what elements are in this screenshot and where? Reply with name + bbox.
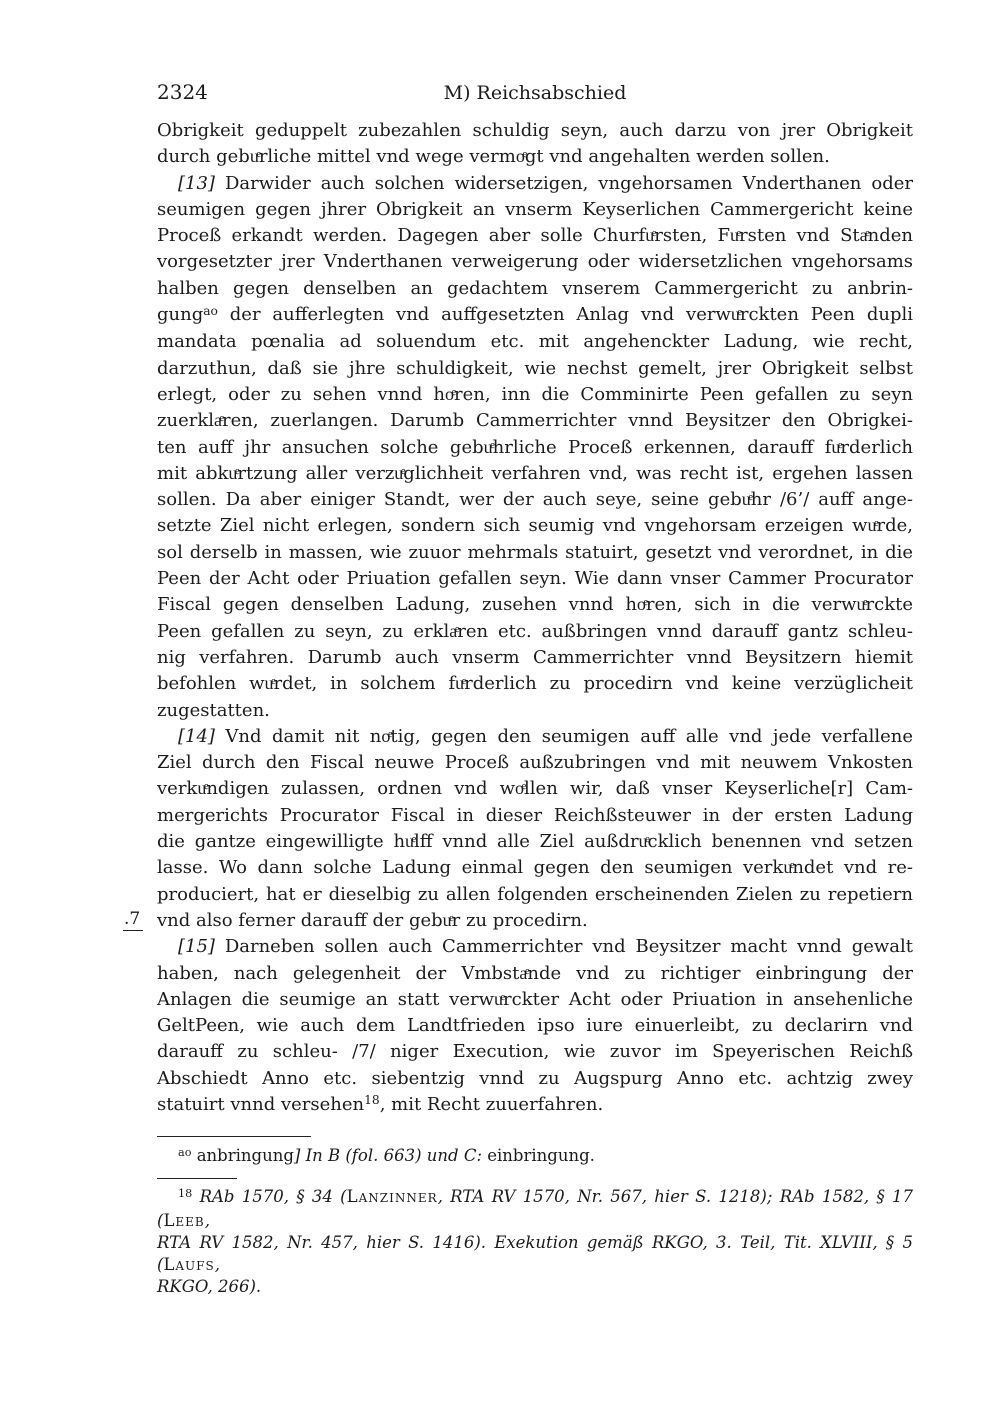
text-run: erlegt, oder zu sehen vnnd hoͤren, inn die Comminirte Peen gefallen zu seyn — [157, 383, 913, 405]
text-line — [157, 1186, 913, 1232]
text-line — [157, 1066, 913, 1092]
text-run: Fiscal gegen denselben Ladung, zusehen vnnd hoͤren, sich in die verwuͤrckte — [157, 594, 913, 616]
footnote-separator-commentary — [157, 1178, 237, 1179]
italic-run: , — [204, 1211, 210, 1230]
italic-run: [14] — [178, 725, 215, 747]
text-run: anbringung — [191, 1146, 294, 1165]
text-line — [157, 750, 913, 776]
text-line — [157, 513, 913, 539]
text-line — [157, 118, 913, 144]
footnote-commentary — [157, 1186, 913, 1298]
italic-run: RTA RV 1582, Nr. 457, hier S. 1416). Exekution gemäß RKGO, 3. Teil, Tit. XLVIII, § 5 ( — [157, 1233, 913, 1274]
text-run: befohlen wuͤrdet, in solchem fuͤrderlich zu procedirn vnd keine verzüglicheit — [157, 673, 913, 695]
text-run: sol derselb in massen, wie zuuor mehrmals statuirt, gesetzt vnd verordnet, in die — [157, 541, 913, 563]
text-run: haben, nach gelegenheit der Vmbstaͤnde vnd zu richtiger einbringung der — [157, 962, 913, 984]
paragraph — [157, 171, 913, 724]
text-run: seumigen gegen jhrer Obrigkeit an vnserm Keyserlichen Cammergericht keine — [157, 198, 913, 220]
page-number: 2324 — [157, 80, 208, 104]
text-line — [157, 1013, 913, 1039]
italic-run: [15] — [178, 936, 215, 958]
text-line — [157, 144, 913, 170]
text-line — [157, 1092, 913, 1119]
text-run: vnd also ferner darauff der gebuͤr zu procedirn. — [157, 909, 588, 931]
text-run: zuerklaͤren, zuerlangen. Darumb Cammerrichter vnnd Beysitzer den Obrigkei- — [157, 410, 913, 432]
text-line — [157, 408, 913, 434]
text-run: Obrigkeit geduppelt zubezahlen schuldig seyn, auch darzu von jrer Obrigkeit — [157, 120, 913, 141]
text-run: darauff zu schleu- /7/ niger Execution, wie zuvor im Speyerischen Reichß — [157, 1041, 913, 1063]
italic-run: RAb 1570, § 34 ( — [199, 1187, 347, 1206]
smallcaps-run: Laufs — [163, 1255, 215, 1274]
text-run: Peen der Acht oder Priuation gefallen seyn. Wie dann vnser Cammer Procurator — [157, 568, 913, 590]
text-line — [157, 803, 913, 829]
text-line — [157, 829, 913, 855]
paragraph — [157, 934, 913, 1119]
text-line — [157, 1232, 913, 1276]
footnote-separator-apparatus — [157, 1136, 311, 1137]
smallcaps-run: Leeb — [163, 1211, 205, 1230]
text-line — [157, 987, 913, 1013]
text-run: produciert, hat er dieselbig zu allen folgenden erscheinenden Zielen zu repetiern — [157, 883, 913, 905]
footnote-apparatus — [157, 1145, 913, 1168]
text-run: mandata pœnalia ad soluendum etc. mit angehenckter Ladung, wie recht, — [157, 331, 913, 353]
text-line — [157, 908, 913, 934]
text-line — [157, 724, 913, 750]
text-line — [157, 197, 913, 223]
text-run: verkuͤndigen zulassen, ordnen vnd woͤllen wir, daß vnser Keyserliche[r] Cam- — [157, 778, 913, 800]
text-run: Abschiedt Anno etc. siebentzig vnnd zu Augspurg Anno etc. achtzig zwey — [157, 1067, 913, 1089]
text-run: mit abkuͤrtzung aller verzuͤglichheit verfahren vnd, was recht ist, ergehen lassen — [157, 462, 913, 484]
text-run: Darwider auch solchen widersetzigen, vngehorsamen Vnderthanen oder — [214, 172, 913, 194]
italic-run: ] In B (fol. 663) und C: — [293, 1146, 483, 1165]
text-line — [157, 619, 913, 645]
text-run: vorgesetzter jrer Vnderthanen verweigerung oder widersetzlichen vngehorsams — [157, 251, 913, 273]
text-run: die gantze eingewilligte huͤlff vnnd alle Ziel außdruͤcklich benennen vnd setzen — [157, 831, 913, 853]
text-line — [157, 329, 913, 355]
text-line — [157, 855, 913, 881]
text-run: Peen gefallen zu seyn, zu erklaͤren etc. außbringen vnnd darauff gantz schleu- — [157, 620, 913, 642]
italic-run: [13] — [178, 172, 215, 194]
italic-run: , — [214, 1255, 220, 1274]
italic-run: , RTA RV 1570, Nr. 567, hier S. 1218); RAb 1582, § 17 ( — [157, 1187, 913, 1230]
text-run: Anlagen die seumige an statt verwuͤrckter Acht oder Priuation in ansehenliche — [157, 988, 913, 1010]
text-run: sollen. Da aber einiger Standt, wer der auch seye, seine gebuͤhr /6’/ auff ange- — [157, 489, 913, 511]
text-line — [157, 249, 913, 275]
text-line — [157, 645, 913, 671]
text-run — [192, 1187, 199, 1206]
text-line — [157, 302, 913, 329]
paragraph — [157, 118, 913, 171]
text-run: Proceß erkandt werden. Dagegen aber solle Churfuͤrsten, Fuͤrsten vnd Staͤnden — [157, 225, 913, 247]
text-line — [157, 276, 913, 302]
smallcaps-run: Lanzinner — [346, 1187, 438, 1206]
text-run: gung — [157, 304, 204, 326]
text-run: ten auff jhr ansuchen solche gebuͤhrliche Proceß erkennen, darauff fuͤrderlich — [157, 436, 913, 458]
text-run: mergerichts Procurator Fiscal in dieser Reichßsteuwer in der ersten Ladung — [157, 804, 913, 826]
text-line — [157, 566, 913, 592]
running-head: M) Reichsabschied — [443, 82, 627, 104]
footnote-marker: 18 — [178, 1186, 193, 1200]
footnote-marker: ao — [178, 1145, 192, 1159]
text-run: , mit Recht zuuerfahren. — [379, 1093, 604, 1115]
footnote-marker: 18 — [364, 1093, 380, 1108]
margin-folio-note: .7 — [123, 910, 143, 931]
text-line — [157, 171, 913, 197]
text-run: Vnd damit nit noͤtig, gegen den seumigen auff alle vnd jede verfallene — [214, 725, 913, 747]
text-run: durch gebuͤrliche mittel vnd wege vermoͤgt vnd angehalten werden sollen. — [157, 146, 830, 168]
text-run: halben gegen denselben an gedachtem vnserem Cammergericht zu anbrin- — [157, 277, 913, 299]
text-line — [157, 882, 913, 908]
footnote-marker: ao — [203, 303, 218, 318]
text-run: einbringung. — [482, 1146, 595, 1165]
text-line — [157, 1039, 913, 1065]
paragraph — [157, 724, 913, 934]
text-run: setzte Ziel nicht erlegen, sondern sich seumig vnd vngehorsam erzeigen wuͤrde, — [157, 515, 913, 537]
text-line — [157, 961, 913, 987]
text-line — [157, 223, 913, 249]
text-run: statuirt vnnd versehen — [157, 1093, 365, 1115]
text-line — [157, 698, 913, 724]
text-run: nig verfahren. Darumb auch vnserm Cammerrichter vnnd Beysitzern hiemit — [157, 646, 913, 668]
text-run: zugestatten. — [157, 699, 270, 721]
text-line — [157, 776, 913, 802]
text-run: Darneben sollen auch Cammerrichter vnd Beysitzer macht vnnd gewalt — [214, 936, 913, 958]
text-run: darzuthun, daß sie jhre schuldigkeit, wie nechst gemelt, jrer Obrigkeit selbst — [157, 357, 913, 379]
text-line — [157, 1145, 913, 1168]
text-line — [157, 356, 913, 382]
text-line — [157, 461, 913, 487]
text-run: lasse. Wo dann solche Ladung einmal gegen den seumigen verkuͤndet vnd re- — [157, 857, 913, 879]
text-line — [157, 671, 913, 697]
text-line — [157, 540, 913, 566]
body-text — [157, 118, 913, 1119]
text-line — [157, 1276, 913, 1298]
text-run: GeltPeen, wie auch dem Landtfrieden ipso iure einuerleibt, zu declarirn vnd — [157, 1015, 913, 1037]
text-line — [157, 382, 913, 408]
text-line — [157, 487, 913, 513]
text-run: Ziel durch den Fiscal neuwe Proceß außzubringen vnd mit neuwem Vnkosten — [157, 752, 913, 774]
text-line — [157, 435, 913, 461]
italic-run: RKGO, 266). — [157, 1277, 262, 1296]
text-line — [157, 592, 913, 618]
text-run: der aufferlegten vnd auffgesetzten Anlag vnd verwuͤrckten Peen dupli — [217, 304, 913, 326]
text-line — [157, 934, 913, 960]
